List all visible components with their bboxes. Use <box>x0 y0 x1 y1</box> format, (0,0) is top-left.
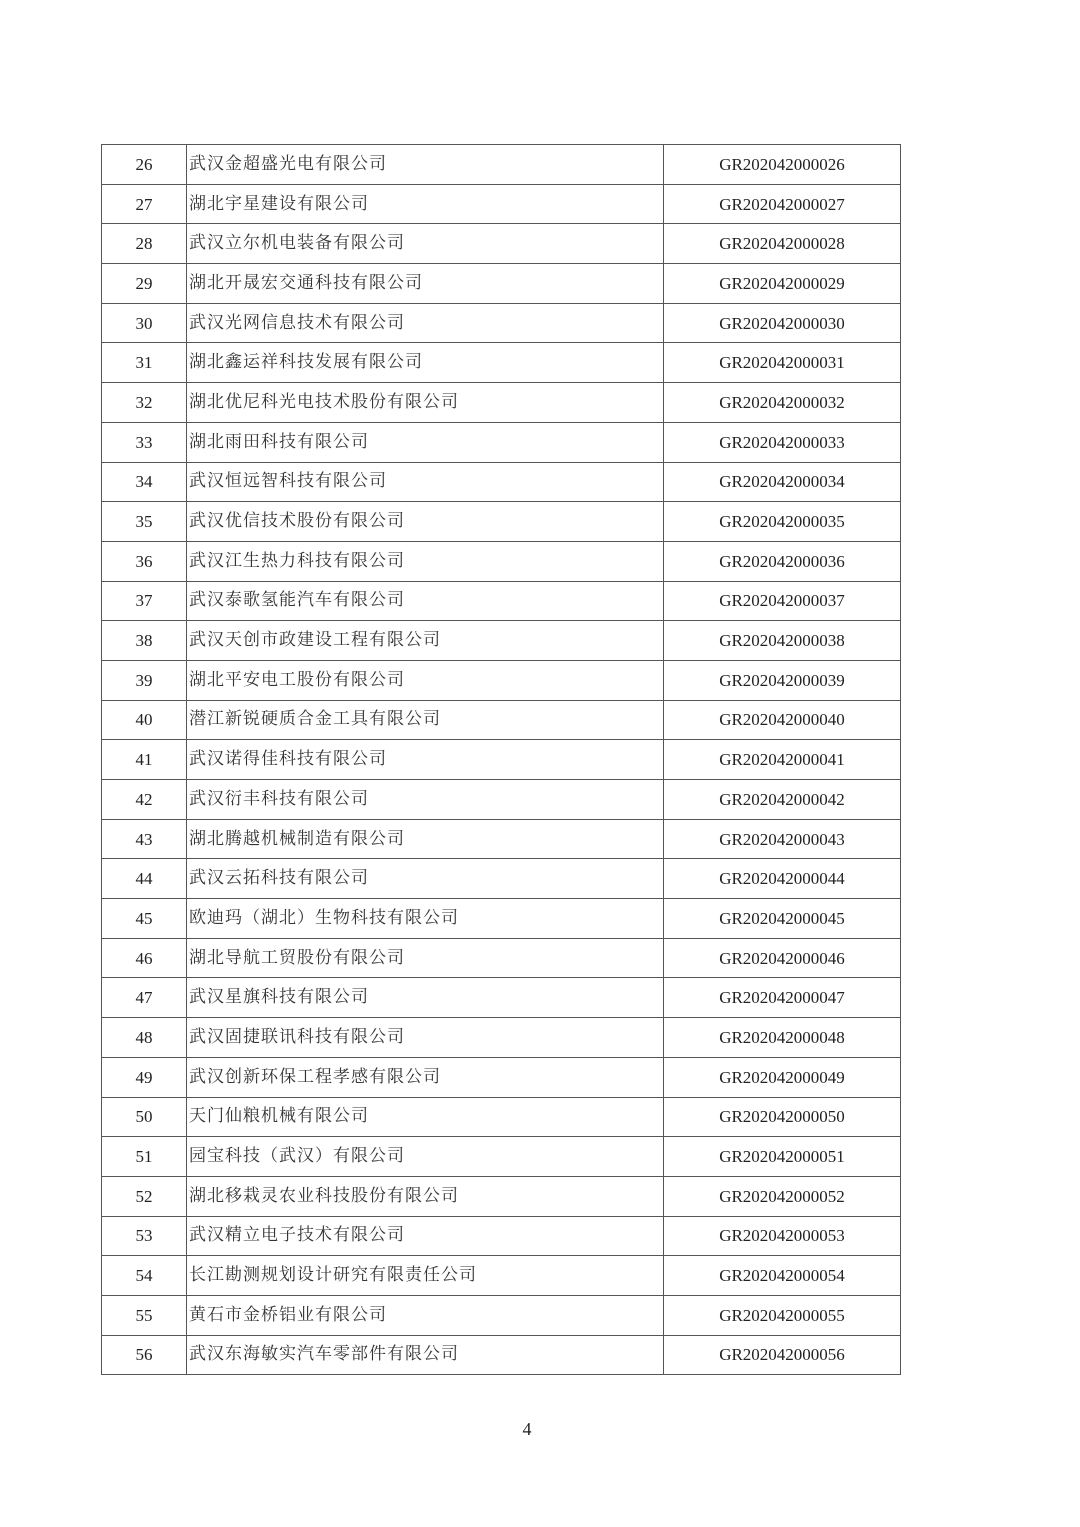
company-name-cell: 武汉江生热力科技有限公司 <box>187 541 664 581</box>
row-number-cell: 51 <box>102 1137 187 1177</box>
row-number-cell: 44 <box>102 859 187 899</box>
company-name-cell: 武汉创新环保工程孝感有限公司 <box>187 1057 664 1097</box>
row-number-cell: 33 <box>102 422 187 462</box>
page-number: 4 <box>522 1419 532 1439</box>
certificate-code-cell: GR202042000037 <box>664 581 901 621</box>
certificate-code-cell: GR202042000049 <box>664 1057 901 1097</box>
table-row <box>102 581 901 621</box>
certificate-code-cell: GR202042000043 <box>664 819 901 859</box>
company-name-cell: 黄石市金桥铝业有限公司 <box>187 1295 664 1335</box>
company-name-cell: 武汉恒远智科技有限公司 <box>187 462 664 502</box>
company-name-cell: 湖北腾越机械制造有限公司 <box>187 819 664 859</box>
company-name-cell: 天门仙粮机械有限公司 <box>187 1097 664 1137</box>
company-name-cell: 武汉诺得佳科技有限公司 <box>187 740 664 780</box>
company-name-cell: 湖北鑫运祥科技发展有限公司 <box>187 343 664 383</box>
company-name-cell: 湖北平安电工股份有限公司 <box>187 660 664 700</box>
certificate-code-cell: GR202042000046 <box>664 938 901 978</box>
table-row <box>102 1097 901 1137</box>
certificate-code-cell: GR202042000041 <box>664 740 901 780</box>
row-number-cell: 36 <box>102 541 187 581</box>
company-name-cell: 湖北移栽灵农业科技股份有限公司 <box>187 1176 664 1216</box>
certificate-code-cell: GR202042000029 <box>664 264 901 304</box>
table-row <box>102 938 901 978</box>
row-number-cell: 41 <box>102 740 187 780</box>
company-name-cell: 欧迪玛（湖北）生物科技有限公司 <box>187 899 664 939</box>
row-number-cell: 42 <box>102 780 187 820</box>
row-number-cell: 55 <box>102 1295 187 1335</box>
company-name-cell: 武汉天创市政建设工程有限公司 <box>187 621 664 661</box>
row-number-cell: 29 <box>102 264 187 304</box>
company-name-cell: 长江勘测规划设计研究有限责任公司 <box>187 1256 664 1296</box>
row-number-cell: 49 <box>102 1057 187 1097</box>
table-row <box>102 660 901 700</box>
row-number-cell: 46 <box>102 938 187 978</box>
certificate-code-cell: GR202042000039 <box>664 660 901 700</box>
table-row <box>102 780 901 820</box>
certificate-code-cell: GR202042000033 <box>664 422 901 462</box>
table-row <box>102 899 901 939</box>
certificate-code-cell: GR202042000055 <box>664 1295 901 1335</box>
company-name-cell: 湖北雨田科技有限公司 <box>187 422 664 462</box>
company-name-cell: 武汉光网信息技术有限公司 <box>187 303 664 343</box>
row-number-cell: 50 <box>102 1097 187 1137</box>
table-row <box>102 462 901 502</box>
row-number-cell: 40 <box>102 700 187 740</box>
table-row <box>102 541 901 581</box>
row-number-cell: 52 <box>102 1176 187 1216</box>
table-row <box>102 1176 901 1216</box>
certificate-code-cell: GR202042000051 <box>664 1137 901 1177</box>
row-number-cell: 43 <box>102 819 187 859</box>
certificate-code-cell: GR202042000026 <box>664 145 901 185</box>
row-number-cell: 31 <box>102 343 187 383</box>
company-name-cell: 武汉固捷联讯科技有限公司 <box>187 1018 664 1058</box>
table-body <box>102 145 901 1375</box>
company-table <box>101 144 901 1375</box>
table-row <box>102 1256 901 1296</box>
table-row <box>102 859 901 899</box>
row-number-cell: 34 <box>102 462 187 502</box>
certificate-code-cell: GR202042000053 <box>664 1216 901 1256</box>
company-name-cell: 湖北开晟宏交通科技有限公司 <box>187 264 664 304</box>
certificate-code-cell: GR202042000050 <box>664 1097 901 1137</box>
certificate-code-cell: GR202042000036 <box>664 541 901 581</box>
row-number-cell: 30 <box>102 303 187 343</box>
row-number-cell: 45 <box>102 899 187 939</box>
table-row <box>102 1216 901 1256</box>
certificate-code-cell: GR202042000040 <box>664 700 901 740</box>
company-name-cell: 湖北宇星建设有限公司 <box>187 184 664 224</box>
row-number-cell: 37 <box>102 581 187 621</box>
table-row <box>102 700 901 740</box>
table-row <box>102 224 901 264</box>
certificate-code-cell: GR202042000034 <box>664 462 901 502</box>
certificate-code-cell: GR202042000048 <box>664 1018 901 1058</box>
company-name-cell: 武汉金超盛光电有限公司 <box>187 145 664 185</box>
company-name-cell: 武汉衍丰科技有限公司 <box>187 780 664 820</box>
table-row <box>102 264 901 304</box>
certificate-code-cell: GR202042000054 <box>664 1256 901 1296</box>
certificate-code-cell: GR202042000028 <box>664 224 901 264</box>
certificate-code-cell: GR202042000035 <box>664 502 901 542</box>
certificate-code-cell: GR202042000052 <box>664 1176 901 1216</box>
certificate-code-cell: GR202042000042 <box>664 780 901 820</box>
row-number-cell: 53 <box>102 1216 187 1256</box>
company-name-cell: 园宝科技（武汉）有限公司 <box>187 1137 664 1177</box>
table-row <box>102 819 901 859</box>
row-number-cell: 32 <box>102 383 187 423</box>
certificate-code-cell: GR202042000032 <box>664 383 901 423</box>
table-row <box>102 343 901 383</box>
table-row <box>102 978 901 1018</box>
table-row <box>102 1335 901 1375</box>
table-row <box>102 303 901 343</box>
company-name-cell: 湖北导航工贸股份有限公司 <box>187 938 664 978</box>
row-number-cell: 27 <box>102 184 187 224</box>
company-name-cell: 武汉精立电子技术有限公司 <box>187 1216 664 1256</box>
company-name-cell: 湖北优尼科光电技术股份有限公司 <box>187 383 664 423</box>
company-name-cell: 武汉立尔机电装备有限公司 <box>187 224 664 264</box>
certificate-code-cell: GR202042000027 <box>664 184 901 224</box>
company-name-cell: 武汉泰歌氢能汽车有限公司 <box>187 581 664 621</box>
table-row <box>102 621 901 661</box>
certificate-code-cell: GR202042000030 <box>664 303 901 343</box>
row-number-cell: 47 <box>102 978 187 1018</box>
table-row <box>102 1057 901 1097</box>
table-row <box>102 1018 901 1058</box>
table-row <box>102 145 901 185</box>
row-number-cell: 28 <box>102 224 187 264</box>
company-name-cell: 武汉优信技术股份有限公司 <box>187 502 664 542</box>
certificate-code-cell: GR202042000038 <box>664 621 901 661</box>
table-row <box>102 422 901 462</box>
row-number-cell: 39 <box>102 660 187 700</box>
certificate-code-cell: GR202042000045 <box>664 899 901 939</box>
company-name-cell: 潜江新锐硬质合金工具有限公司 <box>187 700 664 740</box>
row-number-cell: 26 <box>102 145 187 185</box>
table-row <box>102 184 901 224</box>
table-row <box>102 502 901 542</box>
certificate-code-cell: GR202042000031 <box>664 343 901 383</box>
certificate-code-cell: GR202042000056 <box>664 1335 901 1375</box>
row-number-cell: 56 <box>102 1335 187 1375</box>
row-number-cell: 38 <box>102 621 187 661</box>
row-number-cell: 54 <box>102 1256 187 1296</box>
table-row <box>102 1295 901 1335</box>
company-name-cell: 武汉东海敏实汽车零部件有限公司 <box>187 1335 664 1375</box>
company-name-cell: 武汉星旗科技有限公司 <box>187 978 664 1018</box>
certificate-code-cell: GR202042000047 <box>664 978 901 1018</box>
table-row <box>102 1137 901 1177</box>
row-number-cell: 48 <box>102 1018 187 1058</box>
table-row <box>102 740 901 780</box>
table-row <box>102 383 901 423</box>
row-number-cell: 35 <box>102 502 187 542</box>
company-name-cell: 武汉云拓科技有限公司 <box>187 859 664 899</box>
certificate-code-cell: GR202042000044 <box>664 859 901 899</box>
